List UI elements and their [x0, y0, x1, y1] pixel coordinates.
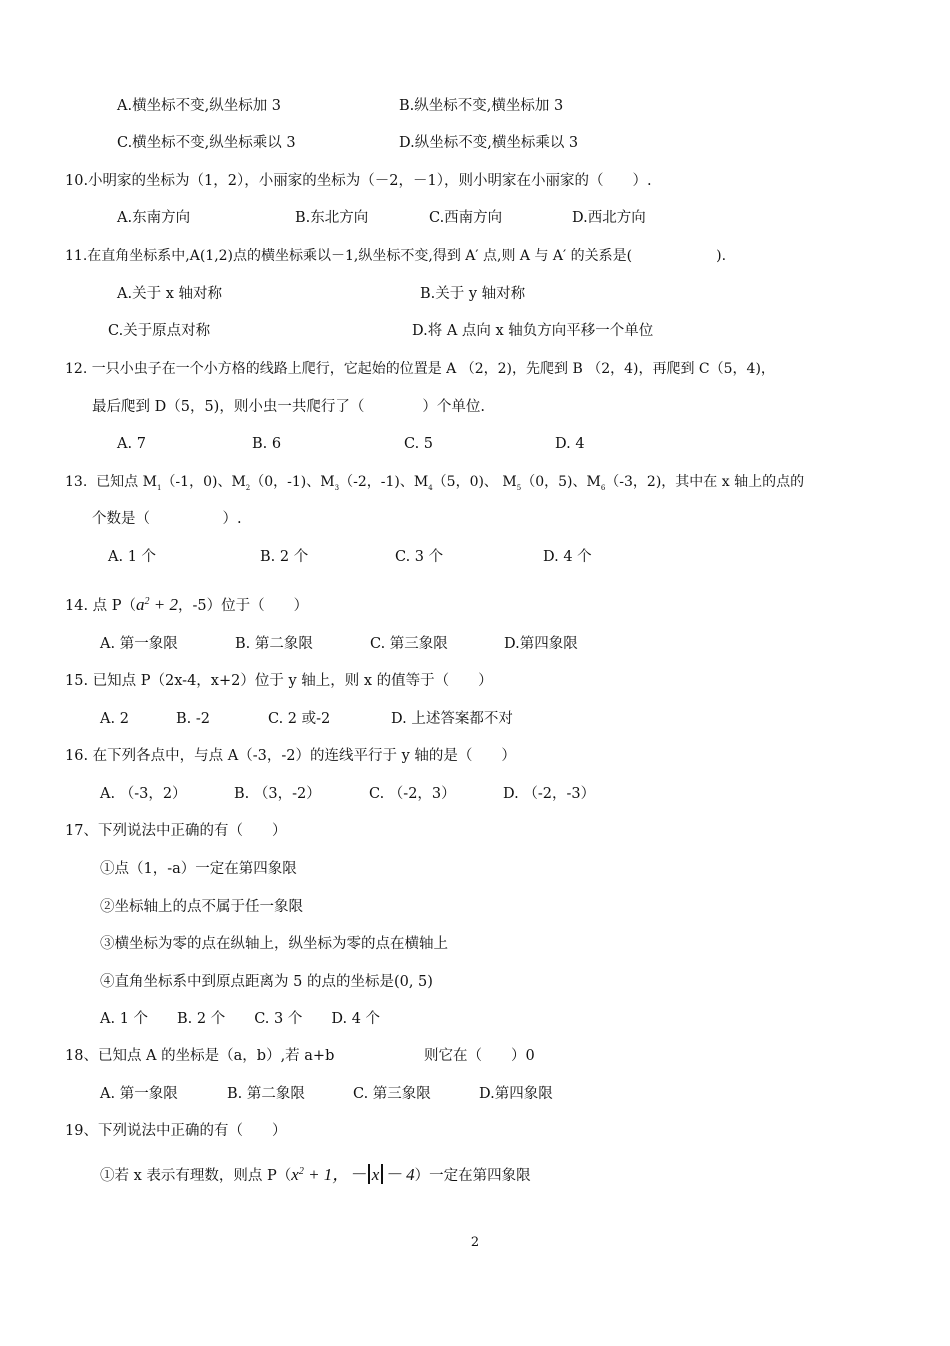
q14-option-c: C. 第三象限 [370, 636, 448, 652]
point-m3: $M_3(-2$，-1)、 [320, 474, 414, 492]
q15-option-c: C. 2 或-2 [268, 711, 331, 727]
q18-option-c: C. 第三象限 [353, 1086, 431, 1102]
q11-option-b: B.关于 y 轴对称 [420, 286, 526, 302]
q11-option-d: D.将 A 点向 x 轴负方向平移一个单位 [412, 323, 654, 339]
q13-stem-line1 [65, 472, 804, 498]
q9-option-c: C.横坐标不变,纵坐标乘以 3 [117, 135, 296, 151]
q14-option-b: B. 第二象限 [235, 636, 313, 652]
q9-option-a: A.横坐标不变,纵坐标加 3 [117, 98, 282, 114]
q12-stem-line1: 12. 一只小虫子在一个小方格的线路上爬行，它起始的位置是 A （2，2)，先爬到 B （2，4)，再爬到 C（5，4)， [65, 361, 775, 377]
q11-option-c: C.关于原点对称 [108, 323, 211, 339]
q13-number: 13. [65, 474, 88, 490]
point-m4: $M_4(5$，0)、 [413, 474, 503, 492]
q16-option-c: C. （-2，3） [369, 786, 456, 802]
q15-option-d: D. 上述答案都不对 [391, 711, 513, 727]
q12-option-a: A. 7 [117, 436, 146, 452]
q18-option-a: A. 第一象限 [100, 1086, 178, 1102]
q19-stem: 19、下列说法中正确的有（ ） [65, 1123, 287, 1139]
q10-option-c: C.西南方向 [429, 210, 503, 226]
q14-option-a: A. 第一象限 [100, 636, 178, 652]
q9-option-d: D.纵坐标不变,横坐标乘以 3 [399, 135, 579, 151]
q16-option-d: D. （-2，-3） [503, 786, 596, 802]
q12-option-c: C. 5 [404, 436, 434, 452]
point-m2: $M_2(0$，-1)、 [231, 474, 321, 492]
q16-option-b: B. （3，-2） [234, 786, 321, 802]
q11-option-a: A.关于 x 轴对称 [117, 286, 222, 302]
q14-formula: $a^2 + 2$ [136, 595, 179, 614]
q10-option-d: D.西北方向 [572, 210, 646, 226]
q12-option-b: B. 6 [252, 436, 282, 452]
q15-option-b: B. -2 [176, 711, 210, 727]
q10-option-b: B.东北方向 [295, 210, 369, 226]
q17-statement-2: ②坐标轴上的点不属于任一象限 [100, 899, 303, 915]
q13-option-b: B. 2 个 [260, 549, 309, 565]
q19-statement-1: ①若 x 表示有理数，则点 $P(x^2 + 1$，－ x － 4）一定在第四象限 [100, 1165, 531, 1184]
page-number: 2 [470, 1235, 480, 1250]
q15-option-a: A. 2 [100, 711, 129, 727]
q11-stem: 11.在直角坐标系中,A(1,2)点的横坐标乘以－1,纵坐标不变,得到 A′ 点,则 A 与 A′ 的关系是( ). [65, 248, 727, 264]
q18-stem-tail: 则它在（ ）0 [424, 1048, 535, 1064]
q17-statement-3: ③横坐标为零的点在纵轴上，纵坐标为零的点在横轴上 [100, 936, 448, 952]
q17-statement-4: ④直角坐标系中到原点距离为 5 的点的坐标是(0, 5) [100, 974, 433, 990]
q12-option-d: D. 4 [555, 436, 585, 452]
q17-statement-1: ①点（1，-a）一定在第四象限 [100, 861, 297, 877]
q14-stem: 14. 点 $P(a^2 + 2$，-5）位于（ ） [65, 595, 309, 614]
q14-option-d: D.第四象限 [504, 636, 578, 652]
q10-stem: 10.小明家的坐标为（1，2），小丽家的坐标为（－2，－1），则小明家在小丽家的（ ）. [65, 173, 652, 189]
q16-option-a: A. （-3，2） [100, 786, 187, 802]
q13-option-d: D. 4 个 [543, 549, 592, 565]
q19-formula: $x^2 + 1$，－ x － 4 [291, 1165, 415, 1184]
q12-stem-line2: 最后爬到 D（5，5)，则小虫一共爬行了（ ）个单位. [92, 399, 485, 415]
q10-option-a: A.东南方向 [117, 210, 191, 226]
q13-intro: 已知点 [96, 474, 143, 490]
q16-stem: 16. 在下列各点中，与点 A（-3，-2）的连线平行于 y 轴的是（ ） [65, 748, 516, 764]
point-m1: $M_1(-1$，0)、 [142, 474, 232, 492]
q17-options: A. 1 个 B. 2 个 C. 3 个 D. 4 个 [100, 1011, 381, 1027]
q17-stem: 17、下列说法中正确的有（ ） [65, 823, 287, 839]
point-m5: $M_5(0$，5)、 [502, 474, 587, 492]
q15-stem: 15. 已知点 P（2x-4，x+2）位于 y 轴上，则 x 的值等于（ ） [65, 673, 493, 689]
q9-option-b: B.纵坐标不变,横坐标加 3 [399, 98, 564, 114]
q13-stem-line2: 个数是（ ）. [92, 511, 242, 527]
q13-option-a: A. 1 个 [108, 549, 157, 565]
q18-option-d: D.第四象限 [479, 1086, 553, 1102]
q18-stem: 18、已知点 A 的坐标是（a，b）,若 a+b [65, 1048, 335, 1064]
q13-option-c: C. 3 个 [395, 549, 444, 565]
q18-option-b: B. 第二象限 [227, 1086, 305, 1102]
point-m6: $M_6(-3$，2)，其中在 x 轴上的点的 [586, 474, 805, 492]
